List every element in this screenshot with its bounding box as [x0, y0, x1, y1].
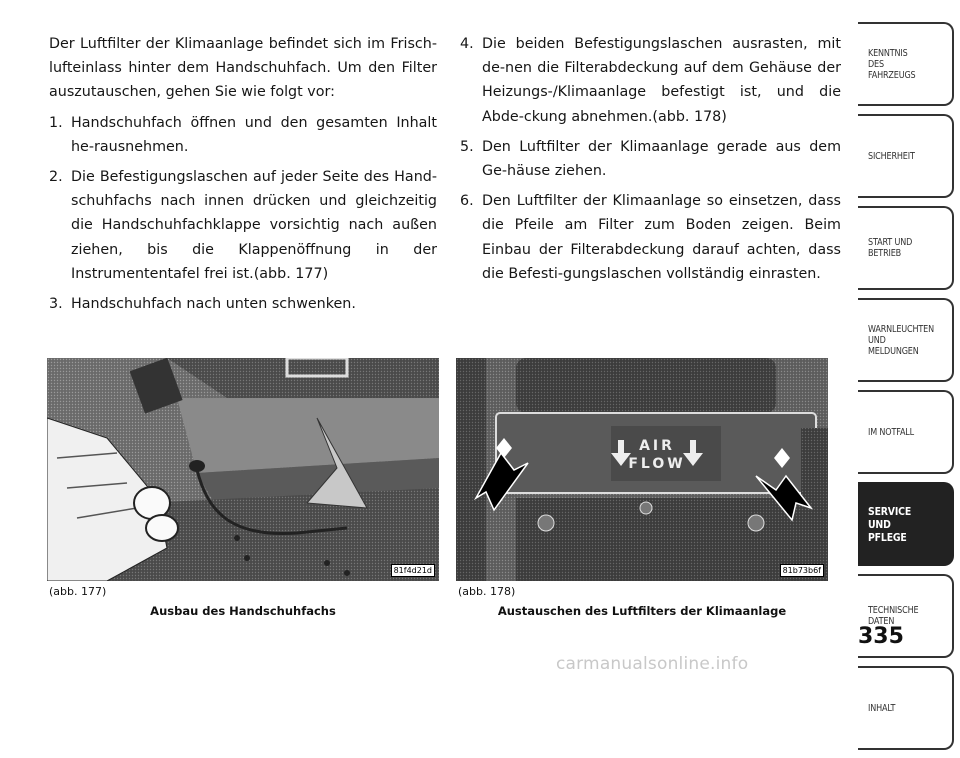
air-filter-illustration [456, 358, 828, 581]
step-5 [460, 135, 841, 183]
step-text: Handschuhfach nach unten schwenken. [71, 296, 356, 313]
step-2 [49, 165, 437, 286]
tab-kenntnis-des-fahrzeugs[interactable] [858, 22, 954, 106]
step-4 [460, 32, 841, 129]
tab-label: KENNTNIS DES FAHRZEUGS [868, 47, 916, 81]
figure-177-caption: Ausbau des Handschuhfachs [150, 604, 336, 618]
flow-label: FLOW [628, 456, 686, 472]
tab-warnleuchten[interactable] [858, 298, 954, 382]
tab-label: SERVICE UND PFLEGE [868, 504, 912, 544]
step-text: Die beiden Befestigungslaschen ausrasten, mit de-nen die Filterabdeckung auf dem Gehäuse der Heizungs-/Klimaanlage befestigt ist, und die Abde-ckung abnehmen.(abb. 178) [482, 36, 841, 125]
tab-label: IM NOTFALL [868, 426, 914, 438]
step-3 [49, 292, 437, 316]
step-number: 5. [460, 138, 474, 155]
figure-177-glovebox-removal [47, 358, 439, 581]
figure-178-caption: Austauschen des Luftfilters der Klimaanlage [497, 604, 787, 618]
step-6 [460, 189, 841, 286]
tab-label: SICHERHEIT [868, 150, 915, 162]
figure-code: 81f4d21d [391, 564, 435, 577]
step-text: Den Luftfilter der Klimaanlage so einsetzen, dass die Pfeile am Filter zum Boden zeigen. Beim Einbau der Filterabdeckung darauf achten, dass die Befesti-gungslaschen vollständig einrasten. [482, 193, 841, 282]
tab-service-und-pflege[interactable] [858, 482, 954, 566]
step-number: 4. [460, 36, 474, 52]
figure-code: 81b73b6f [780, 564, 824, 577]
step-text: Die Befestigungslaschen auf jeder Seite des Hand-schuhfachs nach innen drücken und gleichzeitig die Handschuhfachklappe vorsichtig nach außen ziehen, bis die Klappenöffnung in der Instrumententafel frei ist.(abb. 177) [71, 169, 437, 282]
step-1 [49, 111, 437, 159]
figure-177-ref: (abb. 177) [49, 585, 107, 598]
watermark: carmanualsonline.info [556, 654, 749, 674]
left-text-column [49, 32, 437, 316]
page-number: 335 [858, 624, 904, 649]
air-label: AIR [639, 438, 675, 454]
figure-178-ref: (abb. 178) [458, 585, 516, 598]
tab-label: START UND BETRIEB [868, 237, 913, 259]
step-number: 3. [49, 296, 63, 313]
tab-start-und-betrieb[interactable] [858, 206, 954, 290]
tab-sicherheit[interactable] [858, 114, 954, 198]
step-number: 2. [49, 169, 63, 186]
right-text-column [460, 32, 841, 286]
tab-label: TECHNISCHE DATEN [868, 605, 919, 627]
step-number: 1. [49, 114, 63, 131]
step-text: Den Luftfilter der Klimaanlage gerade aus dem Ge-häuse ziehen. [482, 138, 841, 180]
step-number: 6. [460, 193, 474, 210]
figure-178-filter-replacement [456, 358, 828, 581]
tab-inhalt[interactable] [858, 666, 954, 750]
tab-label: WARNLEUCHTEN UND MELDUNGEN [868, 323, 934, 357]
glovebox-illustration [47, 358, 439, 581]
intro-paragraph: Der Luftfilter der Klimaanlage befindet sich im Frisch-lufteinlass hinter dem Handschuhfach. Um den Filter auszutauschen, gehen Sie wie folgt vor: [49, 36, 437, 101]
step-text: Handschuhfach öffnen und den gesamten Inhalt he-rausnehmen. [71, 114, 437, 155]
tab-label: INHALT [868, 702, 896, 714]
tab-im-notfall[interactable] [858, 390, 954, 474]
